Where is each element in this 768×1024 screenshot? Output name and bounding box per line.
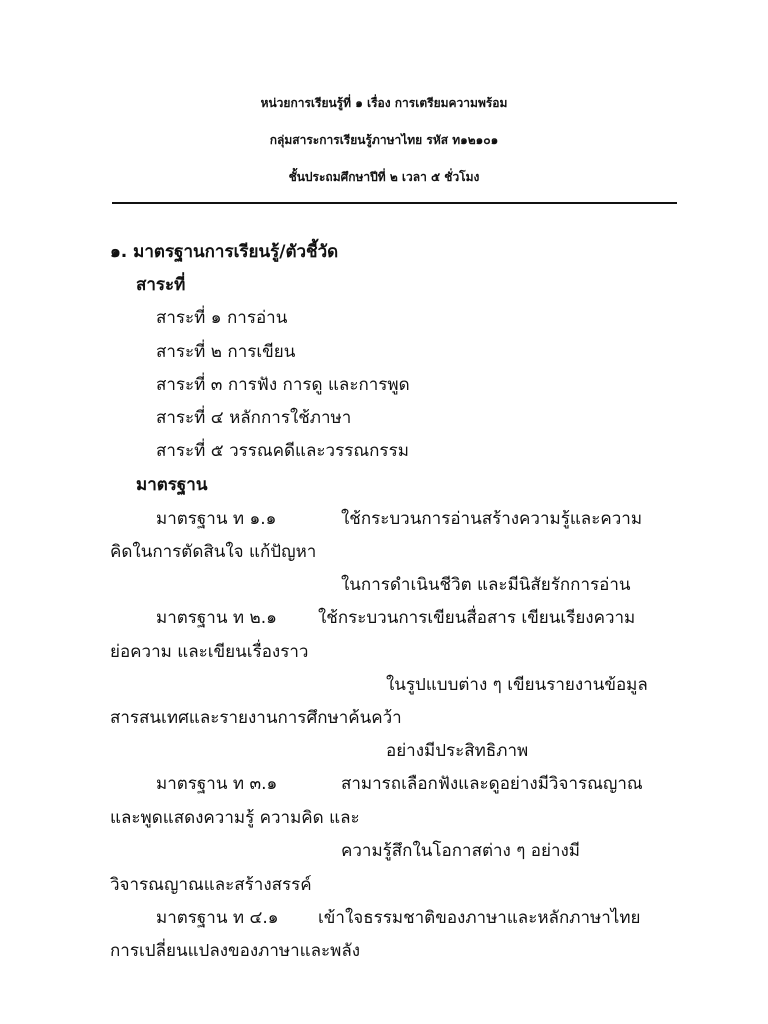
strand-item: สาระที่ ๒ การเขียน: [156, 342, 296, 362]
strand-item: สาระที่ ๕ วรรณคดีและวรรณกรรม: [156, 441, 409, 461]
standard-text: ในการดำเนินชีวิต และมีนิสัยรักการอ่าน: [341, 575, 631, 595]
standard-label: มาตรฐาน ท ๔.๑: [156, 908, 279, 928]
standard-text: อย่างมีประสิทธิภาพ: [386, 741, 529, 761]
standard-label: มาตรฐาน ท ๓.๑: [156, 774, 278, 794]
unit-title: หน่วยการเรียนรู้ที่ ๑ เรื่อง การเตรียมความพร้อม: [260, 96, 508, 110]
standard-label: มาตรฐาน ท ๑.๑: [156, 509, 277, 529]
section-heading: ๑. มาตรฐานการเรียนรู้/ตัวชี้วัด: [110, 242, 339, 262]
standard-text: ย่อความ และเขียนเรื่องราว: [110, 642, 309, 662]
standard-text: เข้าใจธรรมชาติของภาษาและหลักภาษาไทย: [318, 908, 641, 928]
standard-text: และพูดแสดงความรู้ ความคิด และ: [110, 808, 360, 828]
standard-text: ความรู้สึกในโอกาสต่าง ๆ อย่างมี: [341, 841, 580, 861]
header-divider: [112, 202, 677, 204]
subject-code-line: กลุ่มสาระการเรียนรู้ภาษาไทย รหัส ท๑๒๑๐๑: [269, 133, 499, 147]
standard-text: สารสนเทศและรายงานการศึกษาค้นคว้า: [110, 708, 402, 728]
strands-heading: สาระที่: [136, 275, 186, 295]
standard-text: คิดในการตัดสินใจ แก้ปัญหา: [110, 542, 317, 562]
standard-label: มาตรฐาน ท ๒.๑: [156, 608, 277, 628]
strand-item: สาระที่ ๑ การอ่าน: [156, 308, 288, 328]
grade-time-line: ชั้นประถมศึกษาปีที่ ๒ เวลา ๕ ชั่วโมง: [288, 170, 480, 184]
standard-text: สามารถเลือกฟังและดูอย่างมีวิจารณญาณ: [341, 774, 643, 794]
strand-item: สาระที่ ๔ หลักการใช้ภาษา: [156, 408, 352, 428]
standard-text: วิจารณญาณและสร้างสรรค์: [110, 875, 312, 895]
standards-heading: มาตรฐาน: [136, 475, 208, 495]
standard-text: ใช้กระบวนการเขียนสื่อสาร เขียนเรียงความ: [318, 608, 636, 628]
standard-text: ใช้กระบวนการอ่านสร้างความรู้และความ: [341, 509, 643, 529]
standard-text: การเปลี่ยนแปลงของภาษาและพลัง: [110, 941, 361, 961]
strand-item: สาระที่ ๓ การฟัง การดู และการพูด: [156, 375, 410, 395]
standard-text: ในรูปแบบต่าง ๆ เขียนรายงานข้อมูล: [386, 675, 648, 695]
